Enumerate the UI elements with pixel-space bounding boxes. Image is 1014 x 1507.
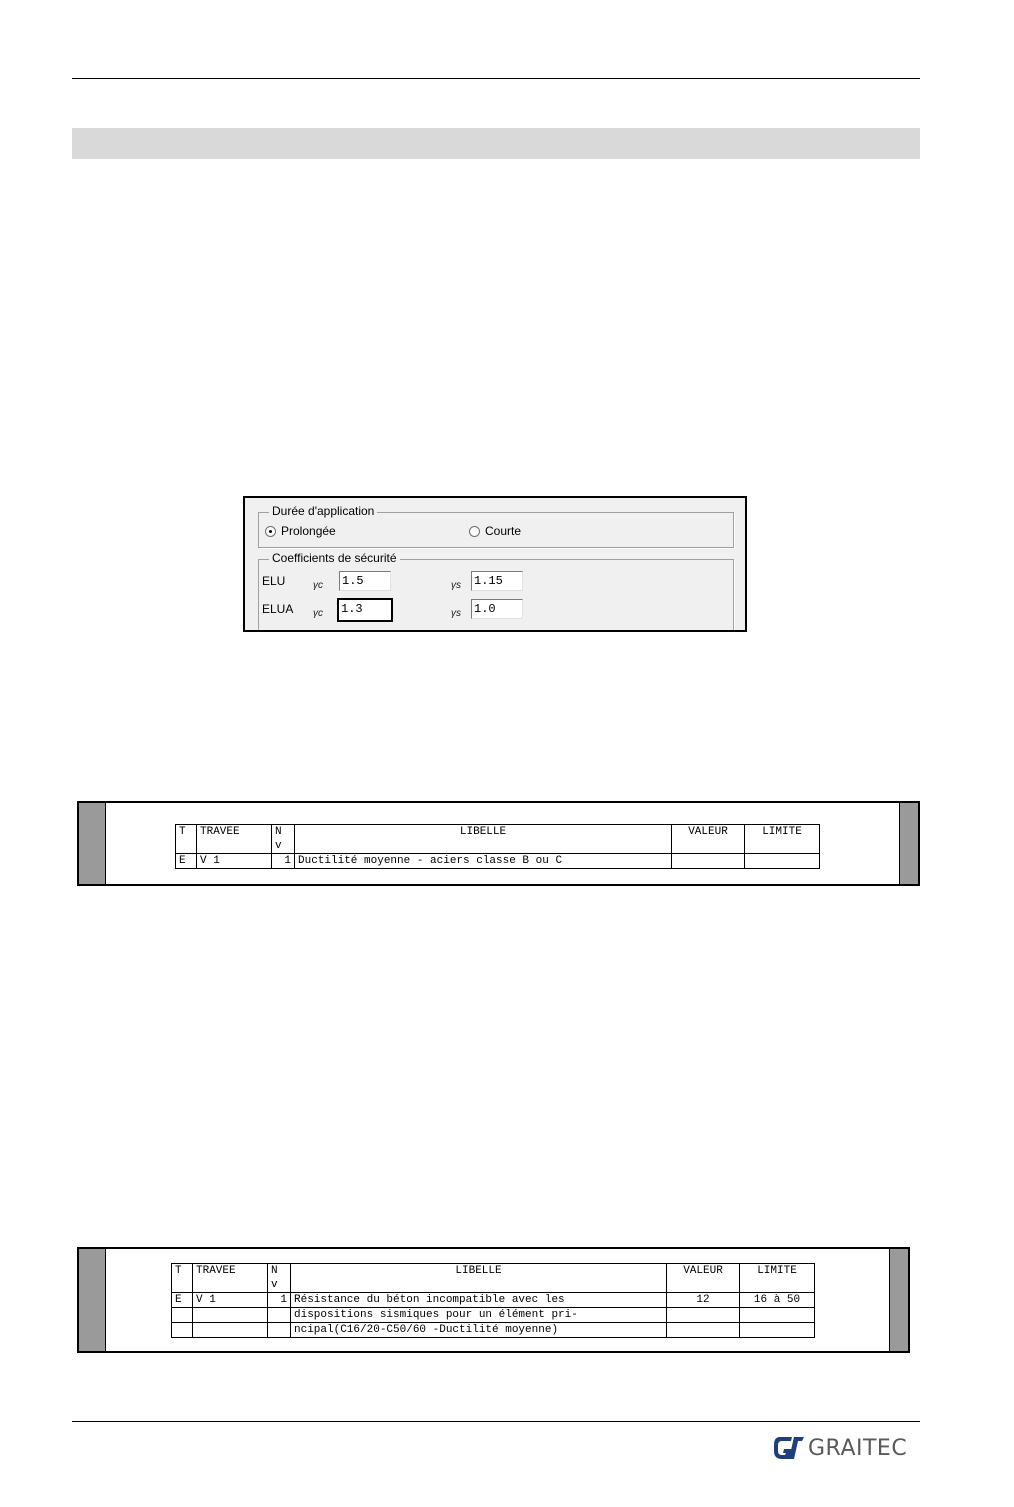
graitec-logo xyxy=(772,1433,907,1463)
header-nv-line1: N xyxy=(275,826,282,838)
header-nv-line2: v xyxy=(275,840,282,852)
radio-courte[interactable] xyxy=(469,524,521,538)
elua-label: ELUA xyxy=(262,602,294,616)
cell-libelle-line1: Résistance du béton incompatible avec les xyxy=(291,1293,667,1308)
cell-empty xyxy=(740,1323,815,1338)
cell-valeur xyxy=(672,854,745,869)
cell-empty xyxy=(740,1308,815,1323)
header-libelle: LIBELLE xyxy=(295,825,672,854)
diagnostic-table-1 xyxy=(175,824,820,869)
diagnostic-table-2 xyxy=(171,1263,815,1338)
report-left-bar xyxy=(79,803,106,884)
gamma-c-symbol: γc xyxy=(313,580,323,591)
elua-gamma-c-input[interactable]: 1.3 xyxy=(337,598,393,622)
table-row-continuation xyxy=(172,1308,815,1323)
report-left-bar xyxy=(79,1249,106,1351)
cell-nv: 1 xyxy=(268,1293,291,1308)
safety-group-title: Coefficients de sécurité xyxy=(269,551,400,565)
radio-courte-label: Courte xyxy=(485,524,522,538)
elu-gamma-c-input[interactable]: 1.5 xyxy=(339,571,391,591)
graitec-logo-text: GRAITEC xyxy=(808,1435,908,1461)
cell-t: E xyxy=(176,854,197,869)
table-row xyxy=(172,1293,815,1308)
cell-travee: V 1 xyxy=(197,854,272,869)
safety-coefficients-group xyxy=(258,551,734,632)
report-frame-1 xyxy=(77,801,920,886)
cell-travee: V 1 xyxy=(193,1293,268,1308)
table-header-row xyxy=(172,1264,815,1293)
cell-t: E xyxy=(172,1293,193,1308)
elua-gamma-s-input[interactable]: 1.0 xyxy=(471,599,523,619)
header-nv-line2: v xyxy=(271,1279,278,1291)
report-right-bar xyxy=(889,1249,908,1351)
radio-checked-icon xyxy=(265,526,276,537)
cell-limite xyxy=(745,854,820,869)
table-row xyxy=(176,854,820,869)
elu-label: ELU xyxy=(262,574,286,588)
cell-empty xyxy=(268,1323,291,1338)
gamma-c-symbol-2: γc xyxy=(313,608,323,619)
cell-libelle: Ductilité moyenne - aciers classe B ou C xyxy=(295,854,672,869)
report-right-bar xyxy=(899,803,918,884)
concrete-settings-dialog xyxy=(243,496,747,632)
header-nv xyxy=(272,825,295,854)
radio-prolongee[interactable] xyxy=(265,524,336,538)
cell-valeur: 12 xyxy=(667,1293,740,1308)
section-heading-band xyxy=(72,128,920,159)
header-valeur: VALEUR xyxy=(672,825,745,854)
cell-empty xyxy=(172,1308,193,1323)
header-libelle: LIBELLE xyxy=(291,1264,667,1293)
cell-libelle-line3: ncipal(C16/20-C50/60 -Ductilité moyenne) xyxy=(291,1323,667,1338)
header-travee: TRAVEE xyxy=(193,1264,268,1293)
cell-empty xyxy=(172,1323,193,1338)
cell-empty xyxy=(667,1308,740,1323)
report-frame-2 xyxy=(77,1247,910,1353)
header-nv-line1: N xyxy=(271,1265,278,1277)
header-limite: LIMITE xyxy=(745,825,820,854)
header-travee: TRAVEE xyxy=(197,825,272,854)
duration-group-title: Durée d'application xyxy=(269,504,377,518)
header-t: T xyxy=(172,1264,193,1293)
footer-rule xyxy=(72,1421,920,1422)
elu-gamma-s-input[interactable]: 1.15 xyxy=(471,571,523,591)
cell-limite: 16 à 50 xyxy=(740,1293,815,1308)
graitec-g-icon xyxy=(772,1433,806,1463)
cell-nv: 1 xyxy=(272,854,295,869)
cell-libelle-line2: dispositions sismiques pour un élément pri- xyxy=(291,1308,667,1323)
radio-prolongee-label: Prolongée xyxy=(281,524,336,538)
header-t: T xyxy=(176,825,197,854)
table-header-row xyxy=(176,825,820,854)
table-row-continuation xyxy=(172,1323,815,1338)
gamma-s-symbol: γs xyxy=(451,580,461,591)
cell-empty xyxy=(193,1308,268,1323)
cell-empty xyxy=(193,1323,268,1338)
cell-empty xyxy=(268,1308,291,1323)
radio-unchecked-icon xyxy=(469,526,480,537)
cell-empty xyxy=(667,1323,740,1338)
header-nv xyxy=(268,1264,291,1293)
header-limite: LIMITE xyxy=(740,1264,815,1293)
header-valeur: VALEUR xyxy=(667,1264,740,1293)
header-rule xyxy=(72,78,920,79)
gamma-s-symbol-2: γs xyxy=(451,608,461,619)
